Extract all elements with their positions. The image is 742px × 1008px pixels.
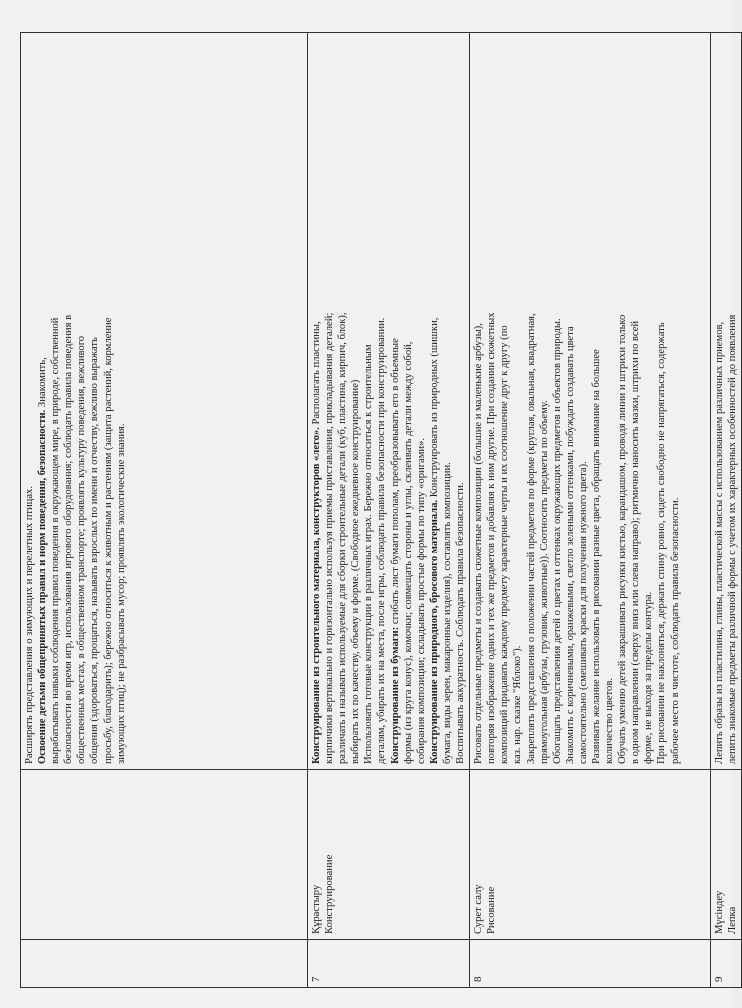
- subject-kz: Мүсіндеу: [714, 890, 726, 934]
- content-line: кирпичики вертикально и горизонтально используя приемы приставления, прикладывания деталей;: [324, 312, 336, 764]
- subject-ru: Лепка: [727, 906, 739, 934]
- content-line: безопасности во время игр, использования игрового оборудования; соблюдать правила поведения в: [63, 314, 75, 764]
- row-number: 9: [711, 940, 742, 988]
- bold-heading: Освоение детьми общепринятых правил и норм поведения, безопасности.: [37, 409, 49, 764]
- content-line: вырабатывать навыки соблюдения правил поведения в окружающем мире, в природе, собственной: [50, 317, 62, 764]
- content-line: Обучать умению детей закрашивать рисунки кистью, карандашом, проводя линии и штрихи только: [617, 314, 629, 764]
- content-line: При рисовании не наклоняться, держать спину ровно, сидеть свободно не напрягаться, содержать: [656, 322, 668, 764]
- content-line: композиций придавать каждому предмету характерные черты и их соотношение друг к другу (по: [499, 325, 511, 764]
- subject-ru: Конструирование: [324, 854, 336, 934]
- subject-kz: Сурет салу: [473, 884, 485, 934]
- content-line: Использовать готовые конструкции в различных играх. Бережно относиться к строительным: [363, 344, 375, 764]
- content-line: Конструирование из строительного материала, конструкторов «лего». Располагать пластины,: [311, 321, 322, 764]
- bold-heading: Конструирование из бумаги:: [389, 626, 401, 764]
- content-line: формы (из круга конус), комочки; совмещать стороны и углы, склеивать детали между собой,: [402, 341, 414, 764]
- content-line: Рисовать отдельные предметы и создавать сюжетные композиции (большие и маленькие арбузы),: [473, 323, 485, 764]
- subject-cell: [470, 770, 711, 940]
- content-line: просьбу, благодарить); бережно относиться к животным и растениям (защита растений, кормление: [102, 317, 114, 764]
- content-line: Воспитывать аккуратность. Соблюдать правила безопасности.: [455, 482, 467, 764]
- content-line: зимующих птиц); не разбрасывать мусор; проявлять экологические знания.: [115, 423, 127, 764]
- content-line: Знакомить с коричневыми, оранжевыми, светло зелеными оттенками, побуждать создавать цвета: [564, 326, 576, 764]
- content-line: бумага, виды зерен, макаронные изделия), составлять композиции.: [441, 462, 453, 764]
- content-line: Закреплять представления о положении частей предметов по форме (круглая, овальная, квадратная,: [525, 313, 537, 764]
- bold-heading: Конструирование из природного, бросового материала.: [428, 499, 440, 764]
- subject-cell: [308, 770, 470, 940]
- content-cell: [470, 33, 711, 770]
- content-line: рабочее место в чистоте, соблюдать правила безопасности.: [669, 497, 681, 764]
- content-line: в одном направлении (сверху вниз или слева направо); ритмично наносить мазки, штрихи по всей: [630, 320, 642, 764]
- subject-kz: Құрастыру: [311, 884, 322, 934]
- content-line: деталям, убирать их на места, после игры, соблюдать правила безопасности при конструировании.: [376, 317, 388, 764]
- content-line: прямоугольная (арбузы, грузовик, животные)). Соотносить предметы по объему.: [538, 400, 550, 764]
- content-line: собирания композиции; складывать простые формы по типу «оригами».: [415, 437, 427, 764]
- content-line: Освоение детьми общепринятых правил и норм поведения, безопасности. Знакомить,: [37, 357, 49, 764]
- content-line: повторяя изображение одних и тех же предметов и добавляя к ним другие. При создании сюжетных: [486, 312, 498, 764]
- content-line: выбирать их по качеству, объему и форме. (Свободное ежедневное конструирование): [350, 379, 362, 764]
- table-row: [711, 33, 742, 988]
- row-number: 8: [470, 940, 711, 988]
- content-line: различать и называть используемые для сборки строительные детали (куб, пластина, кирпич, блок),: [337, 312, 349, 764]
- content-line: общественных местах, в общественном транспорте; проявлять культуру поведения, вежливого: [76, 335, 88, 764]
- content-line: самостоятельно (смешивать краски для получения нужного цвета).: [577, 461, 589, 764]
- content-line: общения (здороваться, прощаться, называть взрослых по имени и отчеству, вежливо выражать: [89, 337, 101, 764]
- content-cell: [711, 33, 742, 770]
- content-line: форме, не выходя за пределы контура.: [643, 591, 655, 764]
- content-line: Лепить образы из пластилина, глины, пластической массы с использованием различных приемов,: [714, 321, 726, 764]
- curriculum-table: [20, 32, 742, 988]
- row-number: [21, 940, 308, 988]
- table-row: [470, 33, 711, 988]
- content-line: Конструирование из бумаги: сгибать лист бумаги пополам, преобразовывать его в объемные: [389, 338, 401, 764]
- content-line: Развивать желание использовать в рисовании разные цвета, обращать внимание на большее: [590, 349, 602, 764]
- table-row: [21, 33, 308, 988]
- content-line: количество цветов.: [604, 678, 616, 764]
- subject-cell: [711, 770, 742, 940]
- content-cell: [308, 33, 470, 770]
- table-row: [308, 33, 470, 988]
- bold-heading: Конструирование из строительного материала, конструкторов «лего».: [311, 427, 322, 764]
- row-number: 7: [308, 940, 470, 988]
- content-line: Расширять представления о зимующих и перелетных птицах.: [24, 485, 35, 764]
- subject-cell: [21, 770, 308, 940]
- content-line: Конструирование из природного, бросового материала. Конструировать из природных (шишки,: [428, 317, 440, 764]
- content-line: лепить знакомые предметы различной формы с учетом их характерных особенностей до появления: [727, 314, 739, 764]
- rotated-document: [20, 32, 739, 988]
- content-line: каз. нар. сказке "Яблоко").: [512, 645, 524, 764]
- content-cell: [21, 33, 308, 770]
- content-line: Обогащать представления детей о цветах и оттенках окружающих предметов и объектов природы.: [551, 318, 563, 764]
- subject-ru: Рисование: [486, 886, 498, 934]
